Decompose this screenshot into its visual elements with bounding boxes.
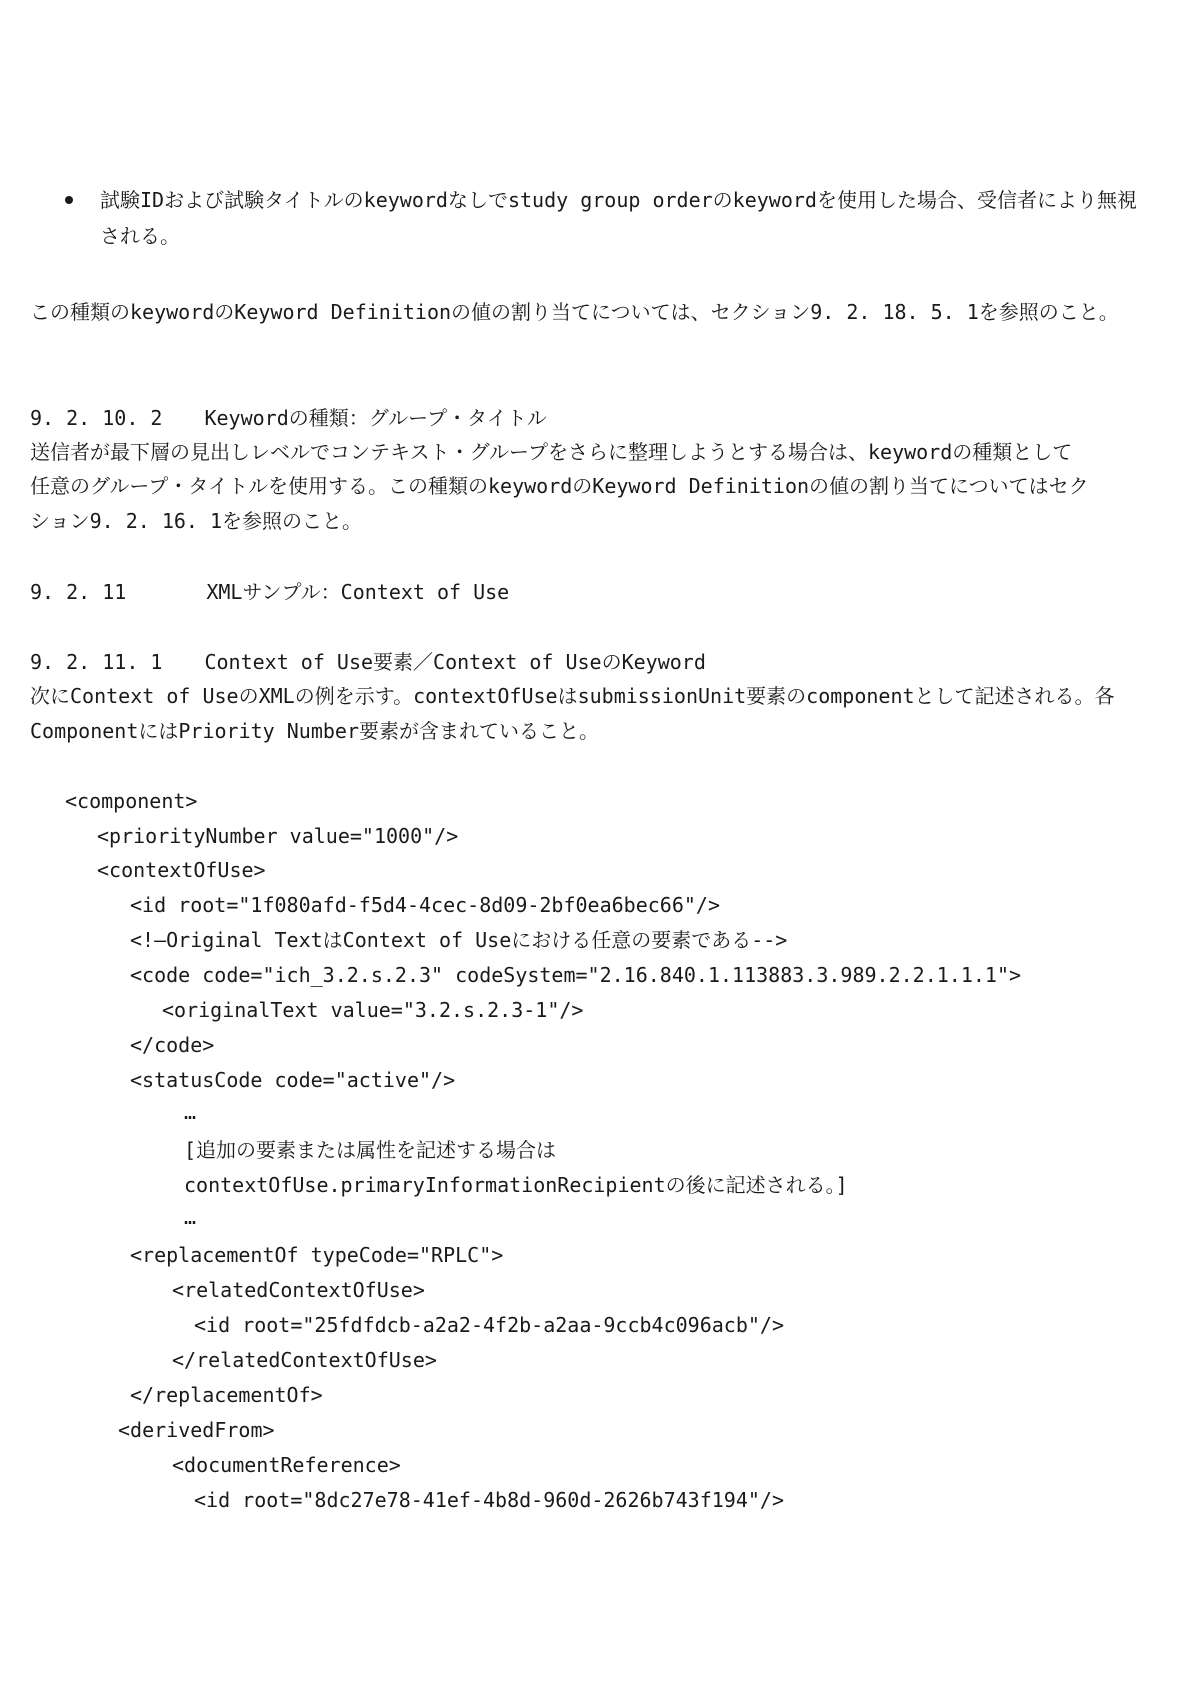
code-line: … [184,1205,197,1229]
code-line: contextOfUse.primaryInformationRecipientの後に記述される。] [184,1173,848,1197]
code-line: <statusCode code="active"/> [130,1068,456,1092]
section-title: Keywordの種類：グループ・タイトル [204,406,547,430]
section-body-line: ComponentにはPriority Number要素が含まれていること。 [30,719,599,743]
code-line: … [184,1100,197,1124]
section-title: Context of Use要素／Context of UseのKeyword [204,650,706,674]
code-line: <!—Original TextはContext of Useにおける任意の要素である--> [130,928,788,952]
code-line: <component> [65,789,198,813]
code-line: <relatedContextOfUse> [172,1278,425,1302]
code-line: <documentReference> [172,1453,401,1477]
code-line: <id root="1f080afd-f5d4-4cec-8d09-2bf0ea6bec66"/> [130,893,721,917]
section-number: 9. 2. 11. 1 [30,650,163,674]
section-number: 9. 2. 10. 2 [30,406,163,430]
code-line: <contextOfUse> [97,858,266,882]
code-line: </code> [130,1033,215,1057]
code-line: <replacementOf typeCode="RPLC"> [130,1243,504,1267]
bullet-line-2: される。 [100,224,180,248]
bullet-line-1: 試験IDおよび試験タイトルのkeywordなしでstudy group orderのkeywordを使用した場合、受信者により無視 [100,188,1137,212]
code-line: </replacementOf> [130,1383,323,1407]
section-heading-9-2-11 [30,580,509,604]
section-body-line: ション9. 2. 16. 1を参照のこと。 [30,509,363,533]
code-line: </relatedContextOfUse> [172,1348,437,1372]
section-number: 9. 2. 11 [30,580,127,604]
code-line: [追加の要素または属性を記述する場合は [184,1138,557,1162]
paragraph-keyword-definition: この種類のkeywordのKeyword Definitionの値の割り当てについては、セクション9. 2. 18. 5. 1を参照のこと。 [30,300,1119,324]
section-body-line: 任意のグループ・タイトルを使用する。この種類のkeywordのKeyword Definitionの値の割り当てについてはセク [30,474,1089,498]
bullet-icon [65,196,73,204]
code-line: <id root="8dc27e78-41ef-4b8d-960d-2626b743f194"/> [194,1488,785,1512]
code-line: <id root="25fdfdcb-a2a2-4f2b-a2aa-9ccb4c096acb"/> [194,1313,785,1337]
section-title: XMLサンプル：Context of Use [206,580,510,604]
section-heading-9-2-10-2 [30,406,547,430]
section-heading-9-2-11-1 [30,650,706,674]
code-line: <priorityNumber value="1000"/> [97,824,459,848]
section-body-line: 送信者が最下層の見出しレベルでコンテキスト・グループをさらに整理しようとする場合は、keywordの種類として [30,440,1073,464]
code-line: <derivedFrom> [118,1418,275,1442]
code-line: <code code="ich_3.2.s.2.3" codeSystem="2.16.840.1.113883.3.989.2.2.1.1.1"> [130,963,1022,987]
section-body-line: 次にContext of UseのXMLの例を示す。contextOfUseはsubmissionUnit要素のcomponentとして記述される。各 [30,684,1115,708]
code-line: <originalText value="3.2.s.2.3-1"/> [162,998,584,1022]
